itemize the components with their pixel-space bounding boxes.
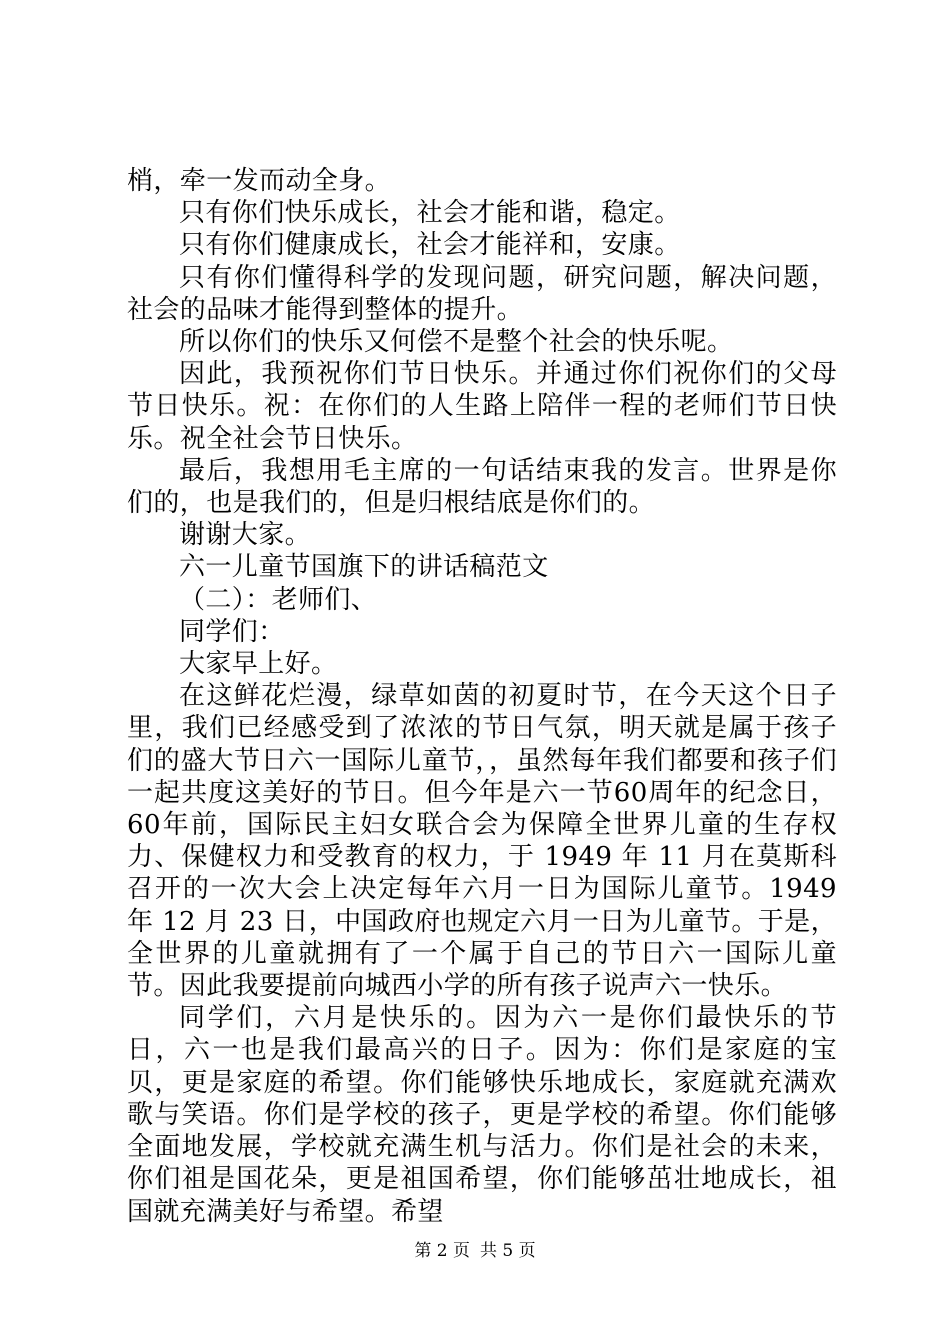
paragraph: 只有你们懂得科学的发现问题，研究问题，解决问题，社会的品味才能得到整体的提升。 bbox=[127, 262, 837, 325]
paragraph: 大家早上好。 bbox=[179, 649, 338, 680]
paragraph: 谢谢大家。 bbox=[179, 520, 312, 551]
page-total: 共 5 页 bbox=[480, 1241, 536, 1261]
page-number: 第 2 页 bbox=[414, 1241, 470, 1261]
paragraph: 所以你们的快乐又何偿不是整个社会的快乐呢。 bbox=[179, 327, 734, 358]
paragraph: 只有你们健康成长，社会才能祥和，安康。 bbox=[179, 230, 681, 261]
paragraph: 同学们，六月是快乐的。因为六一是你们最快乐的节日，六一也是我们最高兴的日子。因为：你们是家庭的宝贝，更是家庭的希望。你们能够快乐地成长，家庭就充满欢歌与笑语。你们是学校的孩子，更是学校的希望。你们能够全面地发展，学校就充满生机与活力。你们是社会的未来，你们祖是国花朵，更是祖国希望，你们能够茁壮地成长，祖国就充满美好与希望。希望 bbox=[127, 1003, 837, 1227]
paragraph: 最后，我想用毛主席的一句话结束我的发言。世界是你们的，也是我们的，但是归根结底是你们的。 bbox=[127, 455, 837, 519]
paragraph: 梢，牵一发而动全身。 bbox=[127, 166, 392, 196]
page-footer bbox=[0, 1240, 950, 1262]
document-body bbox=[127, 165, 837, 1228]
paragraph: （二）：老师们、 bbox=[179, 584, 378, 615]
section-title: 六一儿童节国旗下的讲话稿范文 bbox=[179, 552, 549, 583]
paragraph: 因此，我预祝你们节日快乐。并通过你们祝你们的父母节日快乐。祝：在你们的人生路上陪伴一程的老师们节日快乐。祝全社会节日快乐。 bbox=[127, 359, 837, 454]
paragraph: 只有你们快乐成长，社会才能和谐，稳定。 bbox=[179, 198, 681, 229]
paragraph: 同学们： bbox=[179, 616, 285, 647]
paragraph: 在这鲜花烂漫，绿草如茵的初夏时节，在今天这个日子里，我们已经感受到了浓浓的节日气氛，明天就是属于孩子们的盛大节日六一国际儿童节，，虽然每年我们都要和孩子们一起共度这美好的节日。但今年是六一节60周年的纪念日，60年前，国际民主妇女联合会为保障全世界儿童的生存权力、保健权力和受教育的权力，于 1949 年 11 月在莫斯科召开的一次大会上决定每年六月一日为国际儿童节。1949 年 12 月 23 日，中国政府也规定六月一日为儿童节。于是，全世界的儿童就拥有了一个属于自己的节日六一国际儿童节。因此我要提前向城西小学的所有孩子说声六一快乐。 bbox=[127, 681, 837, 1002]
